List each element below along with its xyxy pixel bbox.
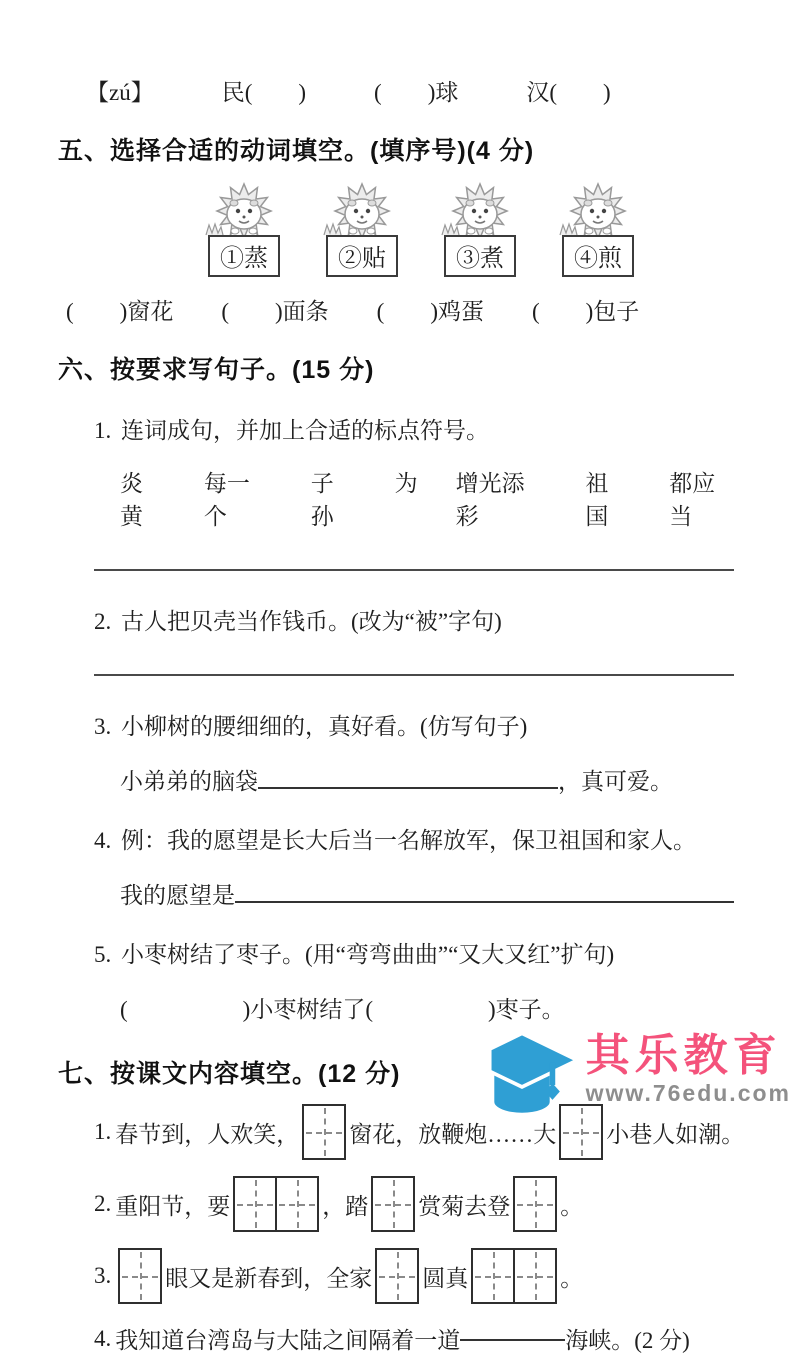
question-text: 圆真	[422, 1265, 469, 1291]
question-6-5-fill	[120, 991, 738, 1024]
question-text: 古人把贝壳当作钱币。(改为“被”字句)	[121, 609, 502, 634]
section-six-number: 六、	[58, 356, 111, 384]
hedgehog-icon	[204, 181, 284, 241]
question-6-1	[94, 412, 738, 445]
verb-option	[550, 181, 646, 277]
word-bank-item: 每一个	[203, 471, 250, 529]
word-bank	[120, 465, 738, 531]
section-five-number: 五、	[58, 137, 111, 165]
fill-suffix: ，真可爱。	[558, 769, 673, 794]
character-grid-box	[302, 1104, 346, 1160]
verb-option	[432, 181, 528, 277]
character-grid-box	[375, 1248, 419, 1304]
question-6-4-fill	[120, 877, 734, 910]
question-text: 小巷人如潮。	[606, 1121, 745, 1147]
question-6-3-fill	[120, 763, 738, 796]
fill-paren-line: ( )小枣树结了( )枣子。	[120, 997, 565, 1022]
site-watermark	[462, 1024, 791, 1116]
question-number: 2.	[94, 609, 112, 634]
question-text: 赏菊去登	[418, 1193, 511, 1219]
section-six-title-text: 按要求写句子。(15 分)	[110, 356, 375, 384]
question-text: 海峡。(2 分)	[565, 1328, 690, 1353]
section-seven-title-text: 按课文内容填空。(12 分)	[110, 1060, 401, 1088]
question-7-3	[94, 1248, 738, 1304]
graduation-cap-icon	[462, 1024, 582, 1124]
blank-han: 汉( )	[526, 80, 611, 105]
hedgehog-icon	[440, 181, 520, 241]
fill-blank-line	[235, 899, 734, 903]
section-five-title-text: 选择合适的动词填空。(填序号)(4 分)	[110, 137, 535, 165]
question-text: 。	[560, 1193, 584, 1219]
verb-option-label: ②贴	[326, 235, 398, 277]
answer-rule	[94, 569, 734, 571]
character-grid-double-box	[233, 1176, 319, 1232]
verb-blank: ( )鸡蛋	[376, 299, 484, 324]
question-7-2	[94, 1176, 738, 1232]
hedgehog-icon	[322, 181, 402, 241]
section-six-title	[58, 350, 738, 386]
word-bank-item: 子孙	[310, 471, 334, 529]
word-bank-item: 炎黄	[120, 471, 143, 529]
fill-prefix: 小弟弟的脑袋	[120, 769, 258, 794]
question-text: 。	[560, 1265, 584, 1291]
verb-options-row	[196, 181, 738, 277]
question-number: 3.	[94, 1263, 112, 1288]
question-6-2	[94, 603, 738, 636]
section-seven-number: 七、	[58, 1060, 111, 1088]
word-bank-item: 祖国	[585, 471, 609, 529]
question-7-4	[94, 1322, 738, 1355]
question-text: 窗花，放鞭炮……大	[349, 1121, 557, 1147]
question-number: 1.	[94, 1119, 112, 1144]
answer-rule	[94, 674, 734, 676]
verb-blank: ( )面条	[221, 299, 329, 324]
verb-blanks-row	[66, 293, 738, 326]
question-number: 5.	[94, 942, 112, 967]
pinyin-bracket: 【zú】	[86, 80, 154, 105]
question-text: 小枣树结了枣子。(用“弯弯曲曲”“又大又红”扩句)	[121, 942, 615, 967]
watermark-brand: 其乐教育	[585, 1030, 782, 1080]
question-number: 4.	[94, 1325, 112, 1351]
character-grid-double-box	[471, 1248, 557, 1304]
pinyin-blank-line	[86, 74, 738, 107]
question-text: 春节到，人欢笑，	[115, 1121, 300, 1147]
question-6-5	[94, 936, 738, 969]
blank-qiu: ( )球	[374, 80, 459, 105]
blank-min: 民( )	[221, 80, 307, 105]
verb-blank: ( )窗花	[66, 299, 174, 324]
fill-blank-line	[460, 1337, 565, 1341]
question-text: 连词成句，并加上合适的标点符号。	[121, 418, 489, 443]
question-number: 4.	[94, 828, 112, 853]
hedgehog-icon	[558, 181, 638, 241]
verb-option-label: ①蒸	[208, 235, 280, 277]
fill-prefix: 我的愿望是	[120, 883, 235, 908]
watermark-text	[585, 1030, 791, 1107]
question-number: 2.	[94, 1191, 112, 1216]
question-text: 我知道台湾岛与大陆之间隔着一道	[115, 1328, 461, 1353]
word-bank-item: 增光添彩	[455, 471, 525, 529]
verb-option-label: ③煮	[444, 235, 516, 277]
question-text: 眼又是新春到，全家	[165, 1265, 373, 1291]
character-grid-box	[371, 1176, 415, 1232]
question-text: 小柳树的腰细细的，真好看。(仿写句子)	[121, 714, 528, 739]
word-bank-item: 都应当	[669, 471, 716, 529]
question-text: 例：我的愿望是长大后当一名解放军，保卫祖国和家人。	[121, 828, 696, 853]
verb-option	[196, 181, 292, 277]
question-6-3	[94, 708, 738, 741]
watermark-url: www.76edu.com	[585, 1079, 791, 1106]
question-number: 1.	[94, 418, 112, 443]
section-five-title	[58, 131, 738, 167]
character-grid-box	[513, 1176, 557, 1232]
question-text: 重阳节，要	[115, 1193, 231, 1219]
question-number: 3.	[94, 714, 112, 739]
question-text: ，踏	[322, 1193, 369, 1219]
character-grid-box	[118, 1248, 162, 1304]
question-6-4	[94, 822, 738, 855]
word-bank-item: 为	[394, 471, 418, 496]
verb-option-label: ④煎	[562, 235, 634, 277]
fill-blank-line	[258, 785, 558, 789]
verb-blank: ( )包子	[531, 299, 640, 324]
verb-option	[314, 181, 410, 277]
